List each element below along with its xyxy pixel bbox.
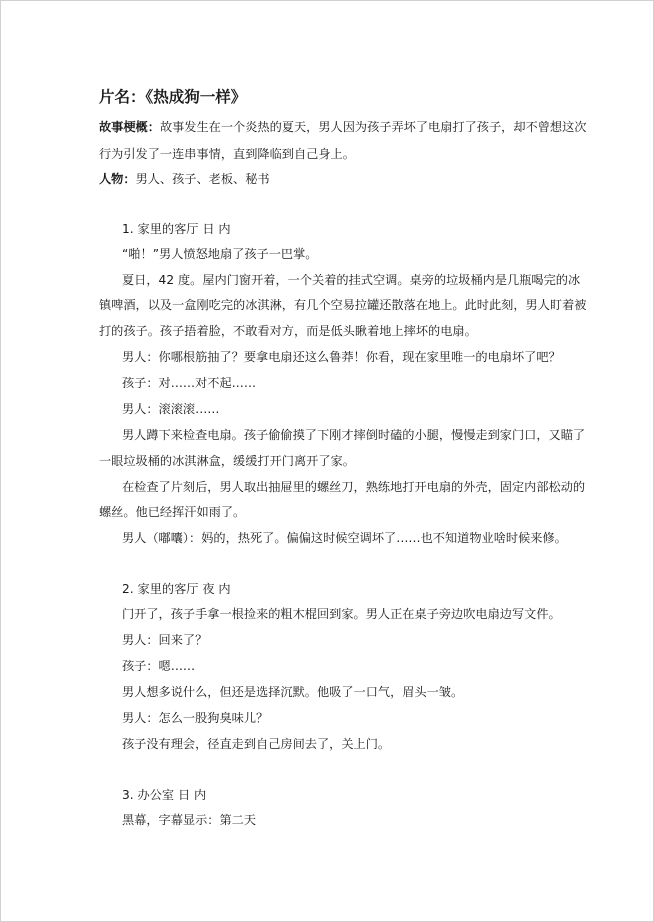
logline-line-1 — [99, 119, 587, 135]
scene-line: 男人（嘟囔）：妈的，热死了。偏偏这时候空调坏了……也不知道物业啥时候来修。 — [122, 531, 567, 545]
script-title: 片名：《热成狗一样》 — [99, 88, 247, 106]
scene-line: 黑幕，字幕显示：第二天 — [122, 813, 257, 827]
scene-line: 男人：滚滚滚…… — [122, 402, 220, 416]
scene-line: 孩子没有理会，径直走到自己房间去了，关上门。 — [122, 737, 391, 751]
scene-line: 夏日，42 度。屋内门窗开着，一个关着的挂式空调。桌旁的垃圾桶内是几瓶喝完的冰 — [122, 273, 581, 287]
scene-line: 打的孩子。孩子捂着脸，不敢看对方，而是低头瞅着地上摔坏的电扇。 — [99, 324, 477, 338]
scene-heading: 2. 家里的客厅 夜 内 — [122, 582, 231, 596]
characters-list: 男人、孩子、老板、秘书 — [135, 172, 270, 186]
scene-line: 孩子：嗯…… — [122, 659, 196, 673]
scene-line: 一眼垃圾桶的冰淇淋盒，缓缓打开门离开了家。 — [99, 454, 355, 468]
scene-line: 男人：怎么一股狗臭味儿？ — [122, 711, 269, 725]
scene-line: 男人：回来了？ — [122, 633, 208, 647]
scene-heading: 1. 家里的客厅 日 内 — [122, 222, 231, 236]
logline-text-1: 故事发生在一个炎热的夏天，男人因为孩子弄坏了电扇打了孩子，却不曾想这次 — [159, 120, 587, 134]
scene-line: 男人：你哪根筋抽了？要拿电扇还这么鲁莽！你看，现在家里唯一的电扇坏了吧？ — [122, 350, 561, 364]
characters-label: 人物： — [99, 172, 136, 186]
scene-line: 门开了，孩子手拿一根捡来的粗木棍回到家。男人正在桌子旁边吹电扇边写文件。 — [122, 607, 561, 621]
characters-line — [99, 171, 270, 187]
logline-label: 故事梗概： — [99, 120, 160, 134]
scene-heading: 3. 办公室 日 内 — [122, 788, 207, 802]
scene-line: 男人想多说什么，但还是选择沉默。他吸了一口气，眉头一皱。 — [122, 685, 464, 699]
scene-line: 孩子：对……对不起…… — [122, 376, 257, 390]
logline-line-2: 行为引发了一连串事情，直到降临到自己身上。 — [99, 147, 355, 161]
scene-line: 在检查了片刻后，男人取出抽屉里的螺丝刀，熟练地打开电扇的外壳，固定内部松动的 — [122, 480, 586, 494]
scene-line: 镇啤酒，以及一盒刚吃完的冰淇淋，有几个空易拉罐还散落在地上。此时此刻，男人盯着被 — [99, 298, 587, 312]
scene-line: 男人蹲下来检查电扇。孩子偷偷摸了下刚才摔倒时磕的小腿，慢慢走到家门口，又瞄了 — [122, 428, 586, 442]
scene-line: “啪！”男人愤怒地扇了孩子一巴掌。 — [122, 247, 318, 261]
scene-line: 螺丝。他已经挥汗如雨了。 — [99, 505, 246, 519]
